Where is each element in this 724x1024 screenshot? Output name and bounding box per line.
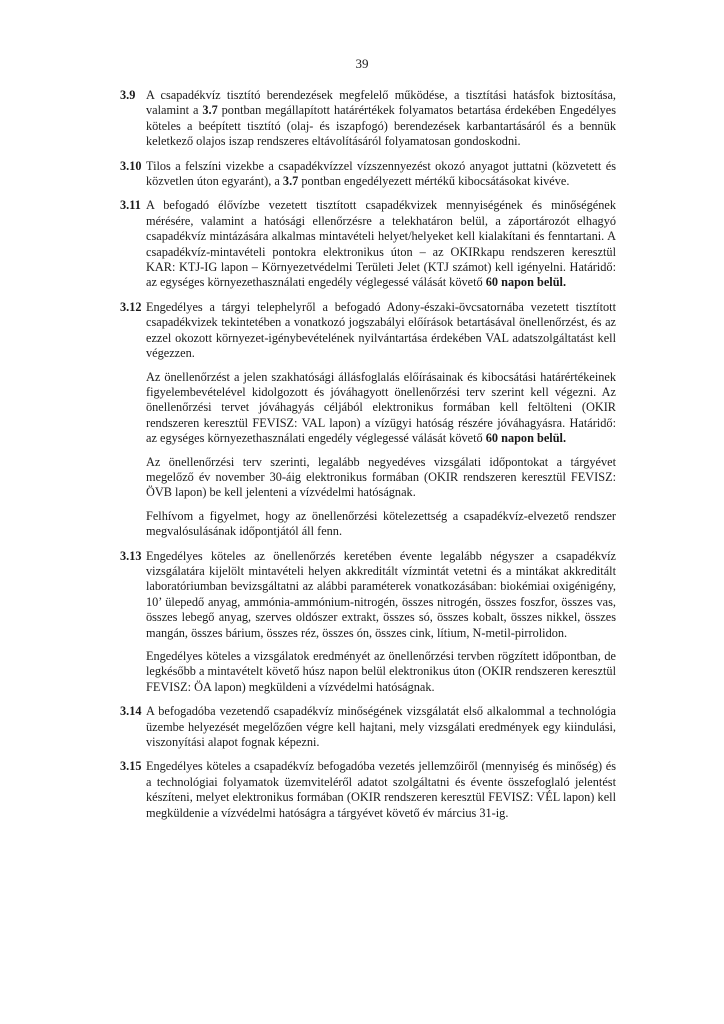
- bold-text: 3.7: [282, 174, 299, 189]
- section-3-14: [120, 704, 616, 750]
- paragraph: [146, 370, 616, 447]
- paragraph: [146, 759, 616, 821]
- page-number: 39: [355, 56, 369, 71]
- section-number: 3.11: [120, 198, 141, 213]
- section-3-10: [120, 159, 616, 190]
- document-body: [120, 88, 616, 830]
- text-run: Felhívom a figyelmet, hogy az önellenőrzési kötelezettség a csapadékvíz-elvezető rendszer megvalósulásának időpontjától áll fenn.: [146, 508, 616, 539]
- paragraph: [146, 300, 616, 362]
- paragraph: [146, 704, 616, 750]
- text-run: A befogadóba vezetendő csapadékvíz minőségének vizsgálatát első alkalommal a technológia üzembe helyezését megelőzően végre kell hajtani, mely vizsgálati eredmények egy kiindulási, viszonyítási alapot fognak képezni.: [146, 704, 616, 750]
- section-body: [146, 88, 616, 150]
- text-run: Az önellenőrzési terv szerinti, legalább negyedéves vizsgálati időpontokat a tárgyévet megelőző év november 30-áig elektronikus formában (OKIR rendszeren keresztül FEVISZ: ÖVB lapon) be kell jelenteni a vízvédelmi hatóságnak.: [146, 454, 616, 500]
- section-number: 3.12: [120, 299, 142, 314]
- bold-text: 60 napon belül.: [485, 275, 567, 290]
- text-run: A befogadó élővízbe vezetett tisztított csapadékvizek mennyiségének és minőségének mérésére, valamint a hatósági ellenőrzésre a telekhatáron belül, a záportározót elhagyó csapadékvíz mintázására alkalmas mintavételi helyet/helyeket kell kialakítani és fenntartani. A csapadékvíz-mintavételi pontokra elektronikus úton – az OKIRkapu rendszeren keresztül KAR: KTJ-IG lapon – Környezetvédelmi Területi Jelet (KTJ számot) kell igényelni. Határidő: az egységes környezethasználati engedély véglegessé válását követő: [146, 198, 616, 290]
- text-run: Az önellenőrzést a jelen szakhatósági állásfoglalás előírásainak és kibocsátási határértékeinek figyelembevételével kidolgozott és jóváhagyott önellenőrzési terv szerint kell végezni. Az önellenőrzési tervet jóváhagyás céljából elektronikus formában kell feltölteni (OKIR rendszeren keresztül FEVISZ: VAL lapon) a vízügyi hatóság részére jóváhagyásra. Határidő: az egységes környezethasználati engedély véglegessé válását követő: [146, 369, 616, 446]
- section-number: 3.10: [120, 158, 142, 173]
- section-number: 3.9: [120, 88, 136, 102]
- paragraph: [146, 455, 616, 501]
- bold-text: 3.7: [202, 103, 218, 118]
- text-run: Engedélyes köteles a vizsgálatok eredményét az önellenőrzési tervben rögzített időpontban, de legkésőbb a mintavételt követő húsz napon belül elektronikus úton (OKIR rendszeren keresztül FEVISZ: ÖA lapon) megküldeni a vízvédelmi hatóságnak.: [146, 649, 616, 694]
- paragraph: [146, 509, 616, 540]
- paragraph: [146, 159, 616, 190]
- section-3-13: [120, 549, 616, 696]
- section-body: [146, 159, 616, 190]
- text-run: Tilos a felszíni vizekbe a csapadékvízzel vízszennyezést okozó anyagot juttatni (közvetett és közvetlen úton egyaránt), a: [146, 158, 616, 189]
- section-number: 3.15: [120, 759, 142, 774]
- section-3-15: [120, 759, 616, 821]
- section-3-9: [120, 88, 616, 150]
- text-run: Engedélyes köteles a csapadékvíz befogadóba vezetés jellemzőiről (mennyiség és minőség) és a technológiai folyamatok üzemviteléről adatot szolgáltatni és évente összefoglaló jelentést készíteni, melyet elektronikus formában (OKIR rendszeren keresztül FEVISZ: VÉL lapon) kell megküldenie a vízvédelmi hatóságra a tárgyévet követő év március 31-ig.: [146, 759, 616, 820]
- text-run: Engedélyes köteles az önellenőrzés keretében évente legalább négyszer a csapadékvíz vizsgálatára kijelölt mintavételi helyen akkreditált vízmintát vetetni és a mintákat akkreditált laboratóriumban bevizsgáltatni az alábbi paraméterek vonatkozásában: biokémiai oxigénigény, 10’ ülepedő anyag, ammónia-ammónium-nitrogén, összes nitrogén, összes foszfor, összes vas, összes lebegő anyag, szerves oldószer extrakt, összes só, összes kobalt, összes nikkel, összes mangán, összes bárium, összes réz, összes ón, összes cink, lítium, N-metil-pirrolidon.: [146, 548, 616, 640]
- section-body: [146, 759, 616, 821]
- text-run: pontban engedélyezett mértékű kibocsátásokat kivéve.: [298, 174, 570, 189]
- section-body: [146, 704, 616, 750]
- text-run: pontban megállapított határértékek folyamatos betartása érdekében Engedélyes köteles a beépített tisztító (olaj- és iszapfogó) berendezések karbantartásáról és a bennük keletkező olajos iszap rendszeres eltávolításáról folyamatosan gondoskodni.: [146, 103, 616, 149]
- paragraph: [146, 649, 616, 695]
- section-body: [146, 198, 616, 290]
- section-number: 3.14: [120, 704, 142, 719]
- bold-text: 60 napon belül.: [485, 431, 567, 446]
- paragraph: [146, 198, 616, 290]
- section-3-11: [120, 198, 616, 290]
- section-body: [146, 549, 616, 696]
- text-run: A csapadékvíz tisztító berendezések megfelelő működése, a tisztítási hatásfok biztosítása, valamint a: [146, 88, 616, 118]
- paragraph: [146, 549, 616, 641]
- section-3-12: [120, 300, 616, 540]
- paragraph: [146, 88, 616, 150]
- section-body: [146, 300, 616, 540]
- section-number: 3.13: [120, 548, 142, 563]
- text-run: Engedélyes a tárgyi telephelyről a befogadó Adony-északi-övcsatornába vezetett tisztított csapadékvizek tekintetében a vonatkozó jogszabályi előírások betartásával önellenőrzést, és az ezzel okozott környezet-igénybevételének nyilvántartása érdekében VAL adatszolgáltatást kell végezzen.: [146, 299, 616, 361]
